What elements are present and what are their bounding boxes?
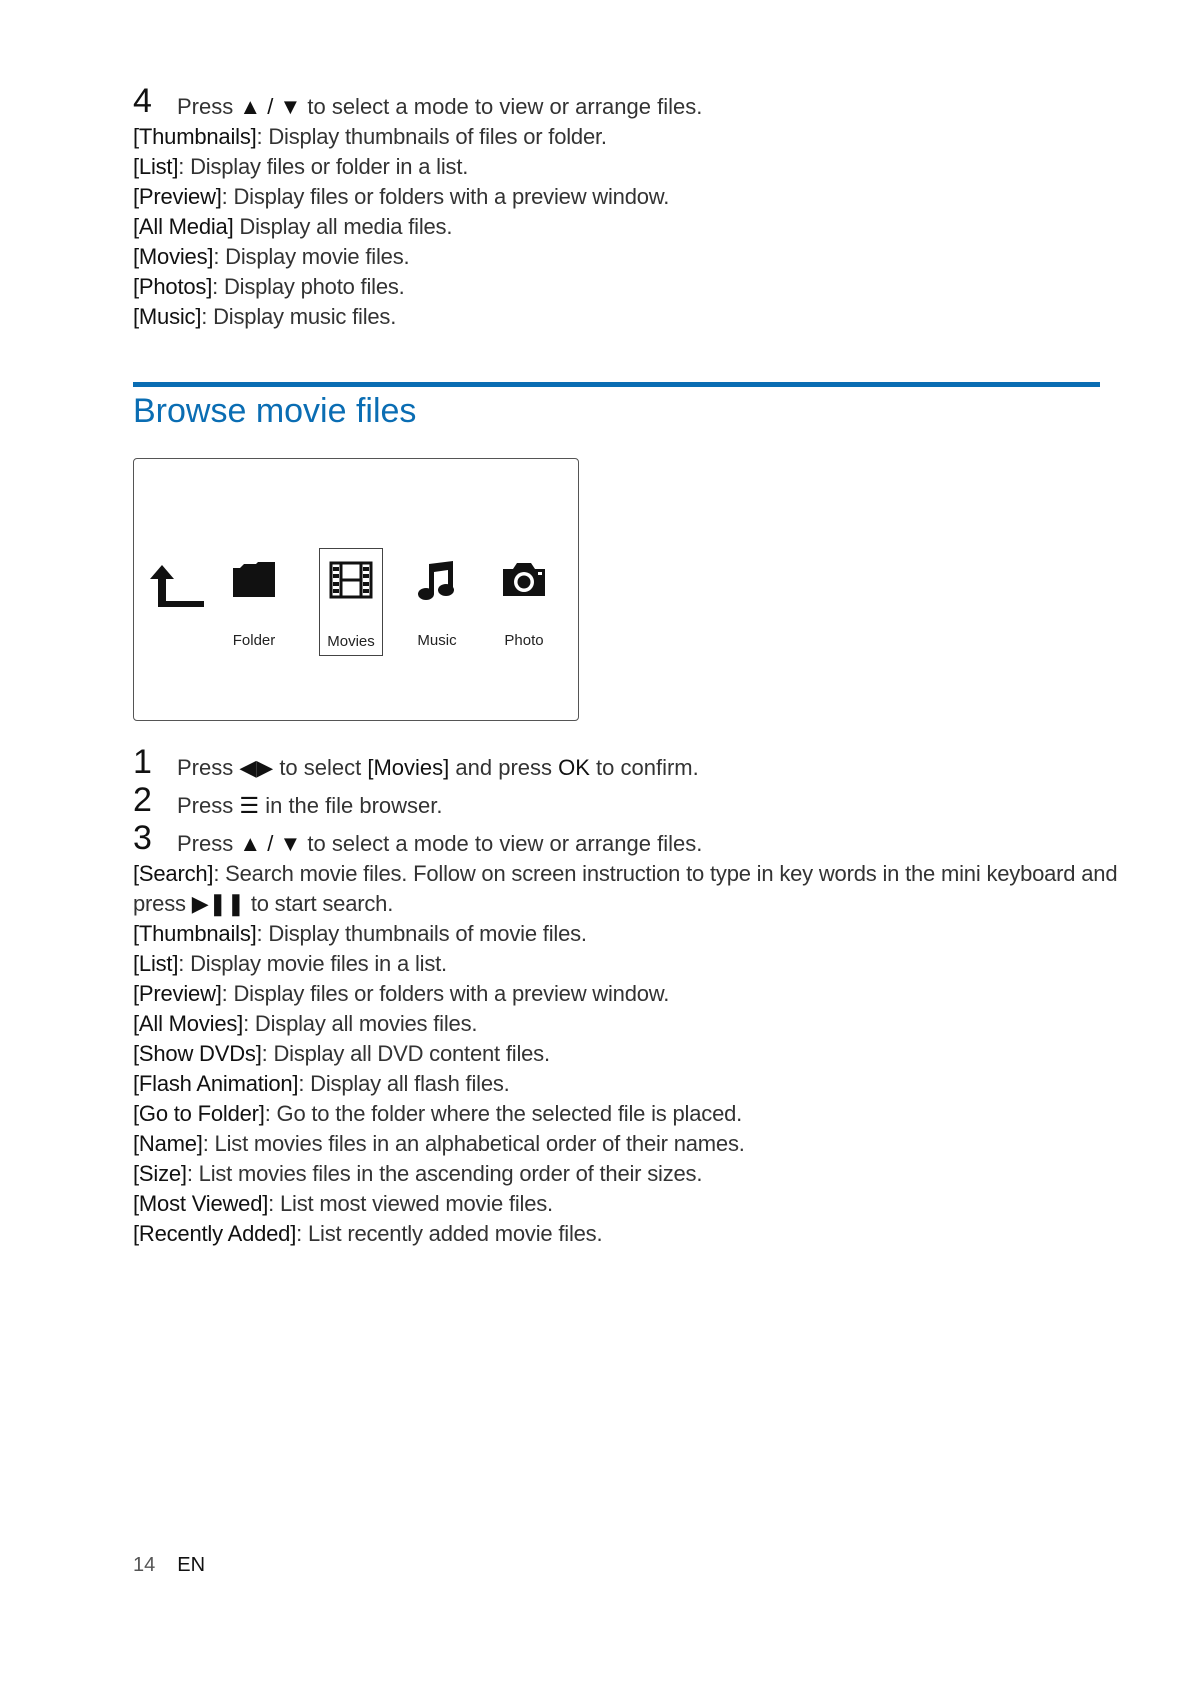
step-text-post: in the file browser.	[259, 793, 443, 818]
mode-desc: : List recently added movie files.	[296, 1221, 603, 1246]
mode-item	[133, 242, 409, 272]
step-text-post: to select a mode to view or arrange files.	[301, 831, 703, 856]
mode-key: [Thumbnails]	[133, 921, 257, 946]
left-right-arrows-icon: ◀▶	[239, 755, 274, 780]
up-down-arrows-icon: ▲ / ▼	[239, 831, 302, 856]
tile-label: Photo	[504, 632, 544, 649]
mode-item	[133, 1069, 510, 1099]
up-down-arrows-icon: ▲ / ▼	[239, 94, 302, 119]
mode-key: [Go to Folder]	[133, 1101, 265, 1126]
step-number: 3	[133, 819, 152, 857]
step-text	[177, 829, 702, 859]
mode-desc: : Display files or folders with a preview window.	[221, 184, 670, 209]
play-pause-icon: ▶❚❚	[191, 891, 245, 916]
step-text	[177, 92, 702, 122]
music-note-icon	[417, 560, 457, 602]
step-key: [Movies]	[367, 755, 450, 780]
mode-key: [Size]	[133, 1161, 187, 1186]
step-number: 4	[133, 82, 152, 120]
step-text-mid: and press	[449, 755, 559, 780]
page-number: 14	[133, 1554, 156, 1576]
mode-key: [List]	[133, 154, 179, 179]
step-text	[177, 753, 699, 783]
tile-folder[interactable]	[222, 548, 286, 656]
mode-key: [Recently Added]	[133, 1221, 297, 1246]
mode-desc: : Display movie files.	[213, 244, 410, 269]
mode-desc: : Display all DVD content files.	[261, 1041, 550, 1066]
step-text-pre: Press	[177, 94, 240, 119]
mode-item	[133, 949, 447, 979]
camera-icon	[501, 560, 547, 598]
mode-desc: : List most viewed movie files.	[268, 1191, 553, 1216]
section-rule	[133, 382, 1100, 387]
mode-item	[133, 1159, 702, 1189]
mode-desc: : Display files or folder in a list.	[178, 154, 469, 179]
mode-item	[133, 1009, 477, 1039]
mode-item	[133, 272, 405, 302]
mode-item	[133, 1129, 745, 1159]
mode-desc: : Display photo files.	[212, 274, 405, 299]
mode-key: [Name]	[133, 1131, 203, 1156]
search-item	[133, 859, 1117, 889]
mode-desc: : Display all movies files.	[243, 1011, 478, 1036]
menu-icon: ☰	[239, 793, 260, 818]
ok-key: OK	[558, 755, 590, 780]
mode-key: [Show DVDs]	[133, 1041, 262, 1066]
mode-desc: to start search.	[244, 891, 394, 916]
step-text-pre: Press	[177, 793, 240, 818]
mode-key: [List]	[133, 951, 179, 976]
step-text-pre: Press	[177, 755, 240, 780]
mode-desc: : Display all flash files.	[298, 1071, 510, 1096]
mode-desc: : Display thumbnails of files or folder.	[256, 124, 607, 149]
mode-item	[133, 1219, 602, 1249]
mode-item	[133, 152, 468, 182]
mode-item	[133, 302, 396, 332]
mode-key: [All Movies]	[133, 1011, 244, 1036]
step-text-pre: Press	[177, 831, 240, 856]
mode-desc: : List movies files in an alphabetical order of their names.	[202, 1131, 745, 1156]
mode-desc: : List movies files in the ascending order of their sizes.	[186, 1161, 703, 1186]
mode-key: [Most Viewed]	[133, 1191, 269, 1216]
tile-label: Folder	[232, 632, 276, 649]
tile-photo[interactable]	[492, 548, 556, 656]
step-text-post: to confirm.	[589, 755, 699, 780]
step-number: 1	[133, 743, 152, 781]
mode-key: [Preview]	[133, 184, 222, 209]
mode-desc: press	[133, 891, 192, 916]
mode-desc: Display all media files.	[233, 214, 453, 239]
tile-label: Music	[417, 632, 457, 649]
back-arrow-icon	[148, 563, 208, 611]
mode-key: [Music]	[133, 304, 202, 329]
mode-item	[133, 979, 669, 1009]
mode-key: [Movies]	[133, 244, 214, 269]
folder-icon	[232, 560, 276, 598]
file-browser-screenshot	[133, 458, 579, 721]
mode-desc: : Display movie files in a list.	[178, 951, 447, 976]
section-title: Browse movie files	[133, 392, 417, 430]
mode-item	[133, 1099, 742, 1129]
search-item-cont	[133, 889, 393, 919]
mode-item	[133, 212, 452, 242]
step-text	[177, 791, 443, 821]
mode-item	[133, 919, 587, 949]
mode-desc: : Display thumbnails of movie files.	[256, 921, 587, 946]
mode-desc: : Display music files.	[201, 304, 397, 329]
tile-movies[interactable]	[319, 548, 383, 656]
language-code: EN	[177, 1554, 206, 1576]
tile-label: Movies	[327, 633, 375, 650]
mode-key: [Preview]	[133, 981, 222, 1006]
tile-music[interactable]	[405, 548, 469, 656]
page-footer	[133, 1554, 205, 1577]
mode-desc: : Go to the folder where the selected file is placed.	[264, 1101, 743, 1126]
mode-key: [All Media]	[133, 214, 234, 239]
mode-key: [Flash Animation]	[133, 1071, 299, 1096]
mode-desc: : Search movie files. Follow on screen instruction to type in key words in the mini keyboard and	[213, 861, 1118, 886]
mode-item	[133, 122, 607, 152]
mode-key: [Search]	[133, 861, 214, 886]
step-text-mid: to select	[273, 755, 368, 780]
step-text-post: to select a mode to view or arrange files.	[301, 94, 703, 119]
mode-item	[133, 182, 669, 212]
mode-key: [Thumbnails]	[133, 124, 257, 149]
step-number: 2	[133, 781, 152, 819]
mode-item	[133, 1189, 553, 1219]
mode-key: [Photos]	[133, 274, 213, 299]
mode-item	[133, 1039, 550, 1069]
mode-desc: : Display files or folders with a preview window.	[221, 981, 670, 1006]
film-icon	[329, 561, 373, 599]
